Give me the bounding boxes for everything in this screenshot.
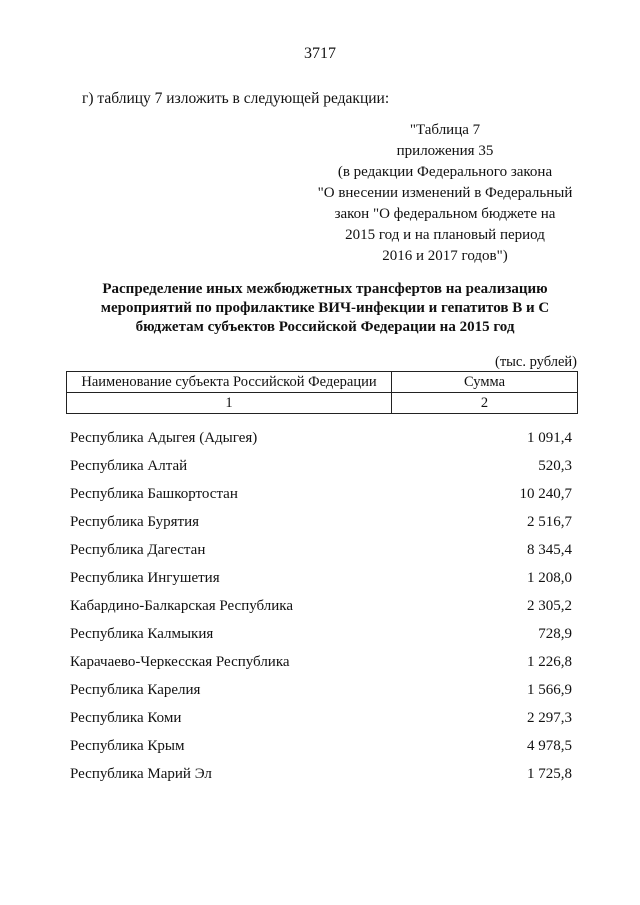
- region-amount: 2 516,7: [527, 514, 572, 530]
- region-amount: 1 091,4: [527, 430, 572, 446]
- region-name: Республика Алтай: [70, 458, 188, 474]
- table-row: [70, 708, 572, 736]
- region-name: Республика Ингушетия: [70, 570, 220, 586]
- column-number-row: [67, 393, 578, 414]
- table-row: [70, 484, 572, 512]
- table-row: [70, 736, 572, 764]
- region-name: Республика Коми: [70, 710, 182, 726]
- page-number: 3717: [304, 45, 336, 62]
- annex-line: 2016 и 2017 годов"): [382, 248, 508, 264]
- unit-label: (тыс. рублей): [495, 354, 577, 370]
- title-line: мероприятий по профилактике ВИЧ-инфекции и гепатитов В и С: [100, 300, 550, 316]
- table-row: [70, 652, 572, 680]
- header-row: [67, 372, 578, 393]
- annex-line: 2015 год и на плановый период: [345, 227, 545, 243]
- table-row: [70, 512, 572, 540]
- intro-text: г) таблицу 7 изложить в следующей редакции:: [82, 90, 390, 107]
- region-name: Республика Марий Эл: [70, 766, 212, 782]
- table-header: [66, 371, 578, 414]
- annex-line: (в редакции Федерального закона: [337, 164, 553, 180]
- region-amount: 2 305,2: [527, 598, 572, 614]
- column-header-amount: Сумма: [392, 372, 578, 393]
- region-amount: 520,3: [538, 458, 572, 474]
- column-header-name: Наименование субъекта Российской Федерации: [67, 372, 392, 393]
- table-row: [70, 568, 572, 596]
- table-row: [70, 680, 572, 708]
- region-name: Республика Дагестан: [70, 542, 206, 558]
- region-name: Кабардино-Балкарская Республика: [70, 598, 294, 614]
- annex-line: приложения 35: [396, 143, 494, 159]
- annex-reference: [300, 120, 590, 267]
- region-name: Республика Калмыкия: [70, 626, 214, 642]
- annex-line: закон "О федеральном бюджете на: [334, 206, 556, 222]
- region-name: Республика Крым: [70, 738, 185, 754]
- title-line: бюджетам субъектов Российской Федерации на 2015 год: [135, 319, 515, 335]
- table-row: [70, 624, 572, 652]
- region-amount: 4 978,5: [527, 738, 572, 754]
- region-amount: 10 240,7: [519, 486, 572, 502]
- table-row: [70, 540, 572, 568]
- region-name: Республика Башкортостан: [70, 486, 238, 502]
- region-name: Республика Адыгея (Адыгея): [70, 430, 258, 446]
- region-amount: 728,9: [538, 626, 572, 642]
- annex-line: "О внесении изменений в Федеральный: [317, 185, 573, 201]
- region-amount: 1 226,8: [527, 654, 572, 670]
- table-row: [70, 596, 572, 624]
- table-row: [70, 764, 572, 792]
- region-amount: 1 725,8: [527, 766, 572, 782]
- table-row: [70, 428, 572, 456]
- table-row: [70, 456, 572, 484]
- region-name: Республика Бурятия: [70, 514, 200, 530]
- annex-line: "Таблица 7: [409, 122, 481, 138]
- table-title: [80, 280, 570, 337]
- region-name: Республика Карелия: [70, 682, 201, 698]
- region-amount: 2 297,3: [527, 710, 572, 726]
- region-amount: 1 208,0: [527, 570, 572, 586]
- region-name: Карачаево-Черкесская Республика: [70, 654, 290, 670]
- region-amount: 1 566,9: [527, 682, 572, 698]
- table-body: [70, 428, 572, 792]
- title-line: Распределение иных межбюджетных трансфертов на реализацию: [102, 281, 548, 297]
- column-number-1: 1: [67, 393, 392, 414]
- region-amount: 8 345,4: [527, 542, 572, 558]
- column-number-2: 2: [392, 393, 578, 414]
